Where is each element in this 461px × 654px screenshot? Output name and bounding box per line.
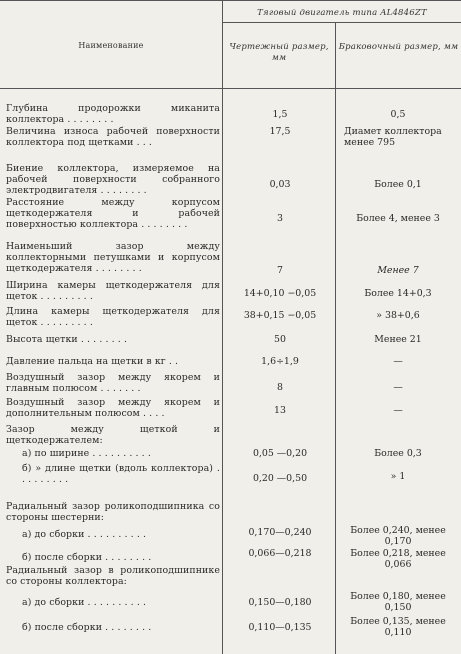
row-drawing-value: 3 [277, 213, 283, 224]
header-top-rule [0, 0, 461, 1]
row-reject-value: Менее 7 [377, 265, 419, 276]
row-name: б) после сборки . . . . . . . . [22, 552, 152, 563]
row-reject-value: — [393, 405, 403, 416]
row-drawing-value: 0,170—0,240 [248, 527, 312, 538]
row-name: а) по ширине . . . . . . . . . . [22, 448, 151, 459]
row-name: Зазор между щеткой и щеткодержателем: [6, 424, 220, 446]
row-reject-value: Более 0,218, менее 0,066 [350, 548, 446, 570]
row-drawing-value: 1,5 [272, 109, 288, 120]
header-drawing-size: Чертежный размер, мм [229, 42, 329, 63]
row-reject-value: » 38+0,6 [376, 310, 420, 321]
row-reject-value: Более 0,135, менее 0,110 [350, 616, 446, 638]
row-name: а) до сборки . . . . . . . . . . [22, 597, 147, 608]
row-name: Глубина продорожки миканита коллектора . . . . . . . . [6, 103, 220, 125]
row-name: Наименьший зазор между коллекторными петушками и корпусом щеткодержателя . . . . . . . . [6, 241, 220, 274]
row-drawing-value: 13 [274, 405, 286, 416]
row-drawing-value: 14+0,10 −0,05 [243, 288, 317, 299]
row-drawing-value: 0,03 [269, 179, 291, 190]
row-reject-value: » 1 [390, 471, 406, 482]
row-name: Воздушный зазор между якорем и дополнительным полюсом . . . . [6, 397, 220, 419]
header-name: Наименование [78, 41, 144, 50]
table-body [0, 88, 461, 654]
header-group-rule [223, 22, 461, 23]
row-name: Радиальный зазор в роликоподшипнике со стороны коллектора: [6, 565, 220, 587]
row-reject-value: — [393, 356, 403, 367]
row-name: а) до сборки . . . . . . . . . . [22, 529, 147, 540]
row-name: Воздушный зазор между якорем и главным полюсом . . . . . . . [6, 372, 220, 394]
row-drawing-value: 1,6÷1,9 [261, 356, 299, 367]
row-drawing-value: 17,5 [269, 126, 291, 137]
row-reject-value: Более 14+0,3 [364, 288, 432, 299]
row-reject-value: Диамет коллектора менее 795 [344, 126, 442, 148]
row-name: Длина камеры щеткодержателя для щеток . . . . . . . . . [6, 306, 220, 328]
row-name: Высота щетки . . . . . . . . [6, 334, 128, 345]
header-reject-size: Браковочный размер, мм [338, 42, 459, 52]
row-drawing-value: 0,150—0,180 [248, 597, 312, 608]
row-name: Биение коллектора, измеряемое на рабочей поверхности собранного электродвигателя . . . . . . . . [6, 163, 220, 196]
table-header [0, 0, 461, 88]
row-name: Давление пальца на щетки в кг . . [6, 356, 179, 367]
row-drawing-value: 8 [277, 382, 283, 393]
row-name: Радиальный зазор роликоподшипника со стороны шестерни: [6, 501, 220, 523]
row-name: Расстояние между корпусом щеткодержателя и рабочей поверхностью коллектора . . . . . . . . [6, 197, 220, 230]
row-reject-value: Менее 21 [374, 334, 422, 345]
header-motor-type: Тяговый двигатель типа AL4846ZT [257, 8, 427, 18]
row-reject-value: Более 0,3 [374, 448, 422, 459]
row-name: Величина износа рабочей поверхности коллектора под щетками . . . [6, 126, 220, 148]
row-reject-value: Более 4, менее 3 [356, 213, 440, 224]
row-drawing-value: 50 [274, 334, 286, 345]
row-drawing-value: 7 [277, 265, 283, 276]
row-name: б) после сборки . . . . . . . . [22, 622, 152, 633]
row-reject-value: Более 0,1 [374, 179, 422, 190]
row-drawing-value: 0,05 —0,20 [252, 448, 308, 459]
row-reject-value: 0,5 [390, 109, 406, 120]
row-reject-value: Более 0,240, менее 0,170 [350, 525, 446, 547]
row-drawing-value: 0,066—0,218 [248, 548, 312, 559]
row-drawing-value: 0,20 —0,50 [252, 473, 308, 484]
row-name: б) » длине щетки (вдоль коллектора) . . . . . . . . . [22, 463, 220, 485]
row-name: Ширина камеры щеткодержателя для щеток . . . . . . . . . [6, 280, 220, 302]
row-drawing-value: 0,110—0,135 [248, 622, 312, 633]
row-reject-value: — [393, 382, 403, 393]
row-drawing-value: 38+0,15 −0,05 [243, 310, 317, 321]
row-reject-value: Более 0,180, менее 0,150 [350, 591, 446, 613]
